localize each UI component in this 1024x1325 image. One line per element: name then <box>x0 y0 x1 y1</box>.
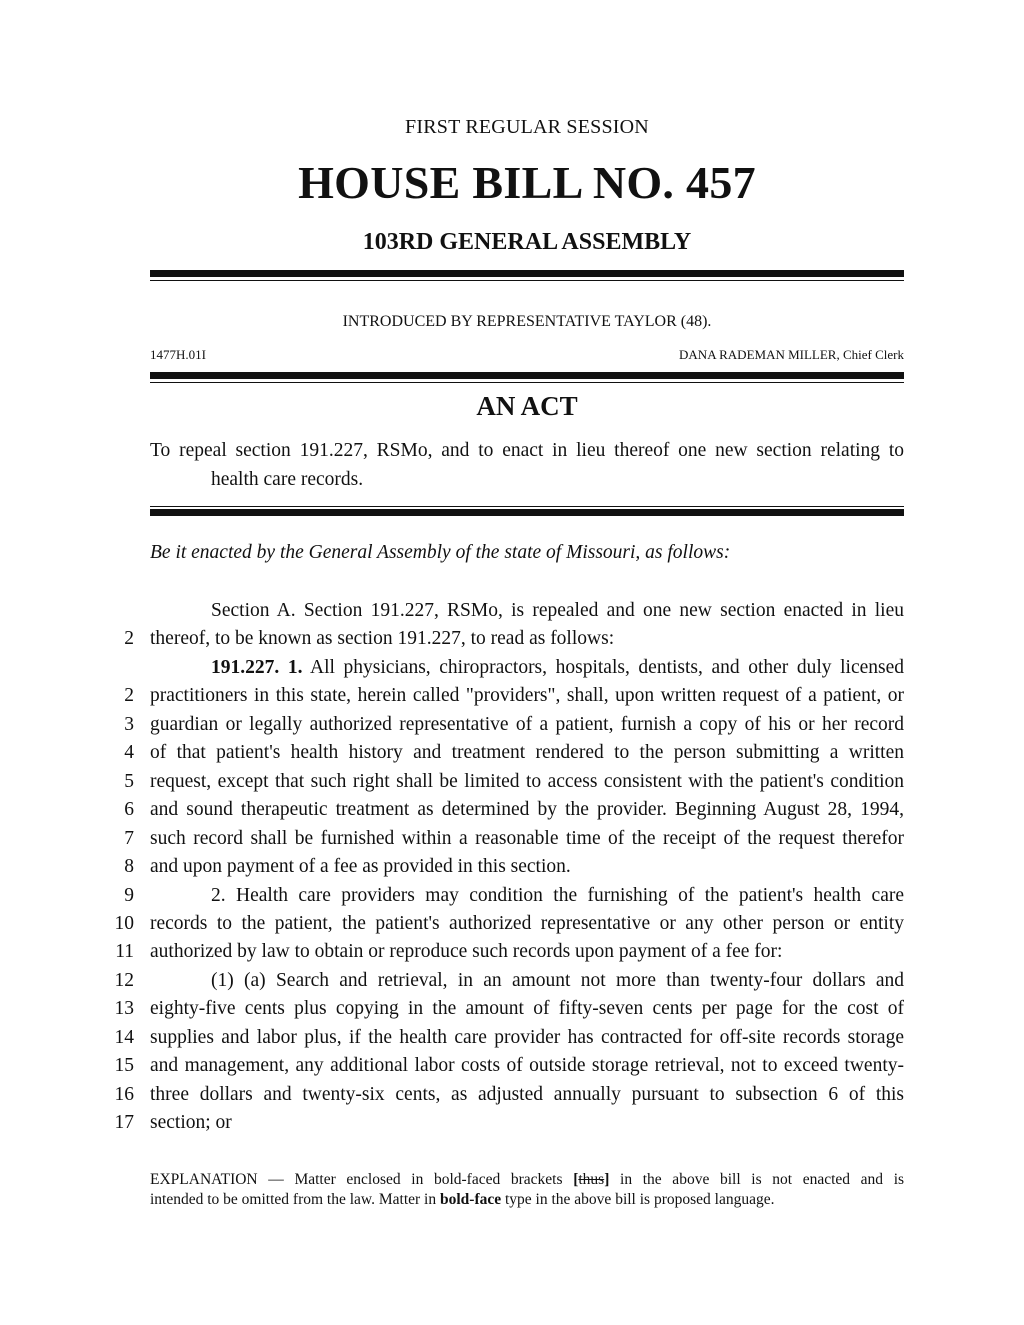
bill-text-line <box>150 1081 904 1109</box>
line-text: 2. Health care providers may condition the furnishing of the patient's health care <box>211 884 904 906</box>
line-text: practitioners in this state, herein called "providers", shall, upon written request of a patient, or <box>150 685 904 707</box>
line-number: 3 <box>124 713 134 735</box>
explanation-line: intended to be omitted from the law. Matter in bold-face type in the above bill is proposed language. <box>150 1191 775 1208</box>
line-number: 15 <box>114 1055 134 1077</box>
bill-text-line <box>150 938 904 966</box>
line-text: and management, any additional labor costs of outside storage retrieval, not to exceed twenty- <box>150 1055 904 1077</box>
bill-title: HOUSE BILL NO. 457 <box>298 157 756 208</box>
line-text: All physicians, chiropractors, hospitals, dentists, and other duly licensed <box>302 656 905 678</box>
bill-text-line <box>150 825 904 853</box>
section-number: 191.227. 1. <box>211 656 303 678</box>
assembly-heading: 103RD GENERAL ASSEMBLY <box>362 229 692 255</box>
line-text: records to the patient, the patient's authorized representative or any other person or entity <box>150 912 904 934</box>
line-number: 11 <box>115 941 134 963</box>
bill-code: 1477H.01I <box>150 347 206 362</box>
line-text: such record shall be furnished within a reasonable time of the receipt of the request therefor <box>150 827 904 849</box>
explanation-line: EXPLANATION — Matter enclosed in bold-faced brackets [thus] in the above bill is not enacted and is <box>150 1171 905 1188</box>
bill-text-line <box>150 682 904 710</box>
bill-text-line <box>150 910 904 938</box>
line-number: 13 <box>114 998 134 1020</box>
explanation-note <box>150 1170 904 1210</box>
bill-text-line <box>150 882 904 910</box>
chief-clerk: DANA RADEMAN MILLER, Chief Clerk <box>679 347 904 362</box>
act-title-line: To repeal section 191.227, RSMo, and to enact in lieu thereof one new section relating to <box>150 440 904 461</box>
bill-text-line <box>150 1052 904 1080</box>
line-text: guardian or legally authorized representative of a patient, furnish a copy of his or her record <box>150 713 904 735</box>
line-text: and upon payment of a fee as provided in this section. <box>150 856 571 878</box>
act-heading: AN ACT <box>476 391 578 421</box>
line-text: (1) (a) Search and retrieval, in an amount not more than twenty-four dollars and <box>211 969 904 991</box>
line-text: eighty-five cents plus copying in the amount of fifty-seven cents per page for the cost of <box>150 998 904 1020</box>
line-text: supplies and labor plus, if the health care provider has contracted for off-site records storage <box>150 1026 904 1048</box>
thin-rule <box>150 280 904 281</box>
line-text: section; or <box>150 1112 232 1134</box>
bill-text-line <box>150 967 904 995</box>
line-number: 16 <box>114 1083 134 1105</box>
line-number: 2 <box>124 628 134 650</box>
bill-text-line <box>150 597 904 625</box>
line-number: 17 <box>114 1112 134 1134</box>
thick-rule <box>150 270 904 277</box>
line-number: 9 <box>124 884 134 906</box>
bill-text-line <box>150 625 904 653</box>
bold-face-example: bold-face <box>439 1191 502 1208</box>
line-number: 6 <box>124 799 134 821</box>
enacting-clause: Be it enacted by the General Assembly of the state of Missouri, as follows: <box>150 542 731 563</box>
act-title-line: health care records. <box>211 469 364 490</box>
line-number: 8 <box>124 856 134 878</box>
explanation-label: EXPLANATION — <box>150 1171 284 1188</box>
bill-text-line <box>150 853 904 881</box>
struck-example: thus <box>578 1171 605 1188</box>
thick-rule <box>150 372 904 379</box>
thick-rule <box>150 509 904 516</box>
line-text: three dollars and twenty-six cents, as adjusted annually pursuant to subsection 6 of this <box>150 1083 904 1105</box>
line-text: request, except that such right shall be limited to access consistent with the patient's condition <box>150 770 904 792</box>
line-text: thereof, to be known as section 191.227, to read as follows: <box>150 628 615 650</box>
bill-text-line <box>150 711 904 739</box>
thin-rule <box>150 382 904 383</box>
line-number: 2 <box>124 685 134 707</box>
thin-rule <box>150 506 904 507</box>
bill-text-line <box>150 1024 904 1052</box>
bill-text-line <box>150 739 904 767</box>
line-text: and sound therapeutic treatment as determined by the provider. Beginning August 28, 1994, <box>150 799 904 821</box>
bill-text-line <box>150 654 904 682</box>
line-number: 14 <box>114 1026 134 1048</box>
line-text: authorized by law to obtain or reproduce such records upon payment of a fee for: <box>150 941 783 963</box>
act-title <box>150 436 904 494</box>
line-number: 7 <box>124 827 134 849</box>
line-number: 10 <box>114 912 134 934</box>
introduced-by: INTRODUCED BY REPRESENTATIVE TAYLOR (48). <box>342 313 712 330</box>
bill-text-line <box>150 1109 904 1137</box>
bill-text-line <box>150 995 904 1023</box>
line-text: of that patient's health history and treatment rendered to the person submitting a written <box>150 742 904 764</box>
line-text: Section A. Section 191.227, RSMo, is repealed and one new section enacted in lieu <box>211 600 904 621</box>
line-number: 4 <box>124 742 134 764</box>
session-heading: FIRST REGULAR SESSION <box>405 116 649 138</box>
line-number: 5 <box>124 770 134 792</box>
bill-text-line <box>150 768 904 796</box>
bill-text-line <box>150 796 904 824</box>
line-number: 12 <box>114 969 134 991</box>
